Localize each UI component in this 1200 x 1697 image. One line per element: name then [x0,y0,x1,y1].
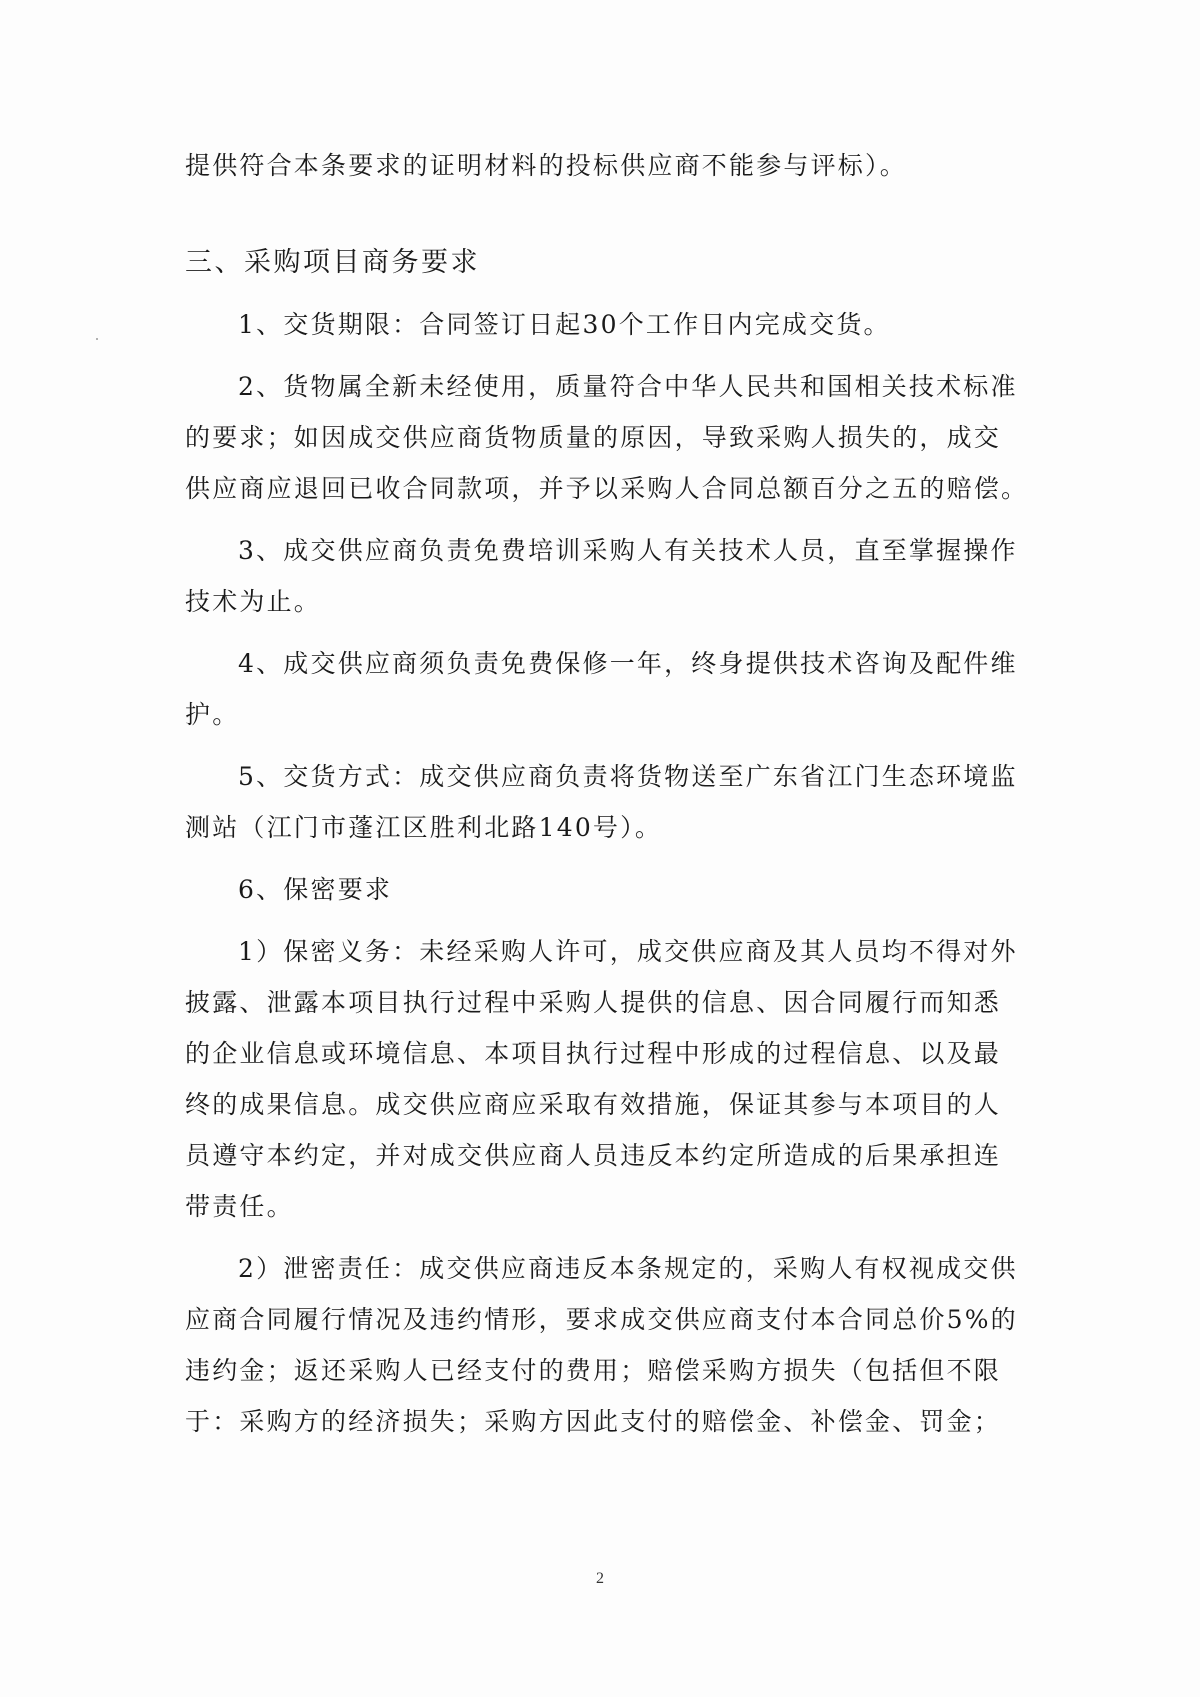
paragraph [185,926,1020,1232]
text-line: 1）保密义务：未经采购人许可，成交供应商及其人员均不得对外 [238,937,1018,966]
text-line: 违约金；返还采购人已经支付的费用；赔偿采购方损失（包括但不限 [185,1356,1002,1385]
text-line: 4、成交供应商须负责免费保修一年，终身提供技术咨询及配件维 [238,649,1018,678]
text-line: 员遵守本约定，并对成交供应商人员违反本约定所造成的后果承担连 [185,1141,1002,1170]
text-line: 2）泄密责任：成交供应商违反本条规定的，采购人有权视成交供 [238,1254,1018,1283]
text-line: 披露、泄露本项目执行过程中采购人提供的信息、因合同履行而知悉 [185,988,1002,1017]
text-line: 的企业信息或环境信息、本项目执行过程中形成的过程信息、以及最 [185,1039,1002,1068]
heading-text: 三、采购项目商务要求 [185,247,480,278]
paragraph [185,299,1020,350]
paragraph [185,751,1020,853]
page-number: 2 [596,1570,604,1587]
document-body [185,140,1029,1447]
text-line: 6、保密要求 [238,875,393,904]
text-line: 提供符合本条要求的证明材料的投标供应商不能参与评标）。 [185,151,907,180]
paragraph [185,525,1020,627]
text-line: 2、货物属全新未经使用，质量符合中华人民共和国相关技术标准 [238,372,1018,401]
scan-speck [96,338,98,340]
text-line: 测站（江门市蓬江区胜利北路140号）。 [185,813,663,842]
paragraph [185,140,1020,191]
text-line: 于：采购方的经济损失；采购方因此支付的赔偿金、补偿金、罚金； [185,1407,1002,1436]
text-line: 技术为止。 [185,587,322,616]
paragraph [185,864,1020,915]
text-line: 应商合同履行情况及违约情形，要求成交供应商支付本合同总价5%的 [185,1305,1018,1334]
text-line: 5、交货方式：成交供应商负责将货物送至广东省江门生态环境监 [238,762,1018,791]
text-line: 护。 [185,700,240,729]
text-line: 3、成交供应商负责免费培训采购人有关技术人员，直至掌握操作 [238,536,1018,565]
paragraph [185,1243,1020,1447]
text-line: 终的成果信息。成交供应商应采取有效措施，保证其参与本项目的人 [185,1090,1002,1119]
text-line: 带责任。 [185,1192,294,1221]
paragraph [185,361,1029,514]
text-line: 的要求；如因成交供应商货物质量的原因，导致采购人损失的，成交 [185,423,1002,452]
section-heading [185,237,1020,288]
text-line: 1、交货期限：合同签订日起30个工作日内完成交货。 [238,310,891,339]
paragraph [185,638,1020,740]
text-line: 供应商应退回已收合同款项，并予以采购人合同总额百分之五的赔偿。 [185,474,1029,503]
